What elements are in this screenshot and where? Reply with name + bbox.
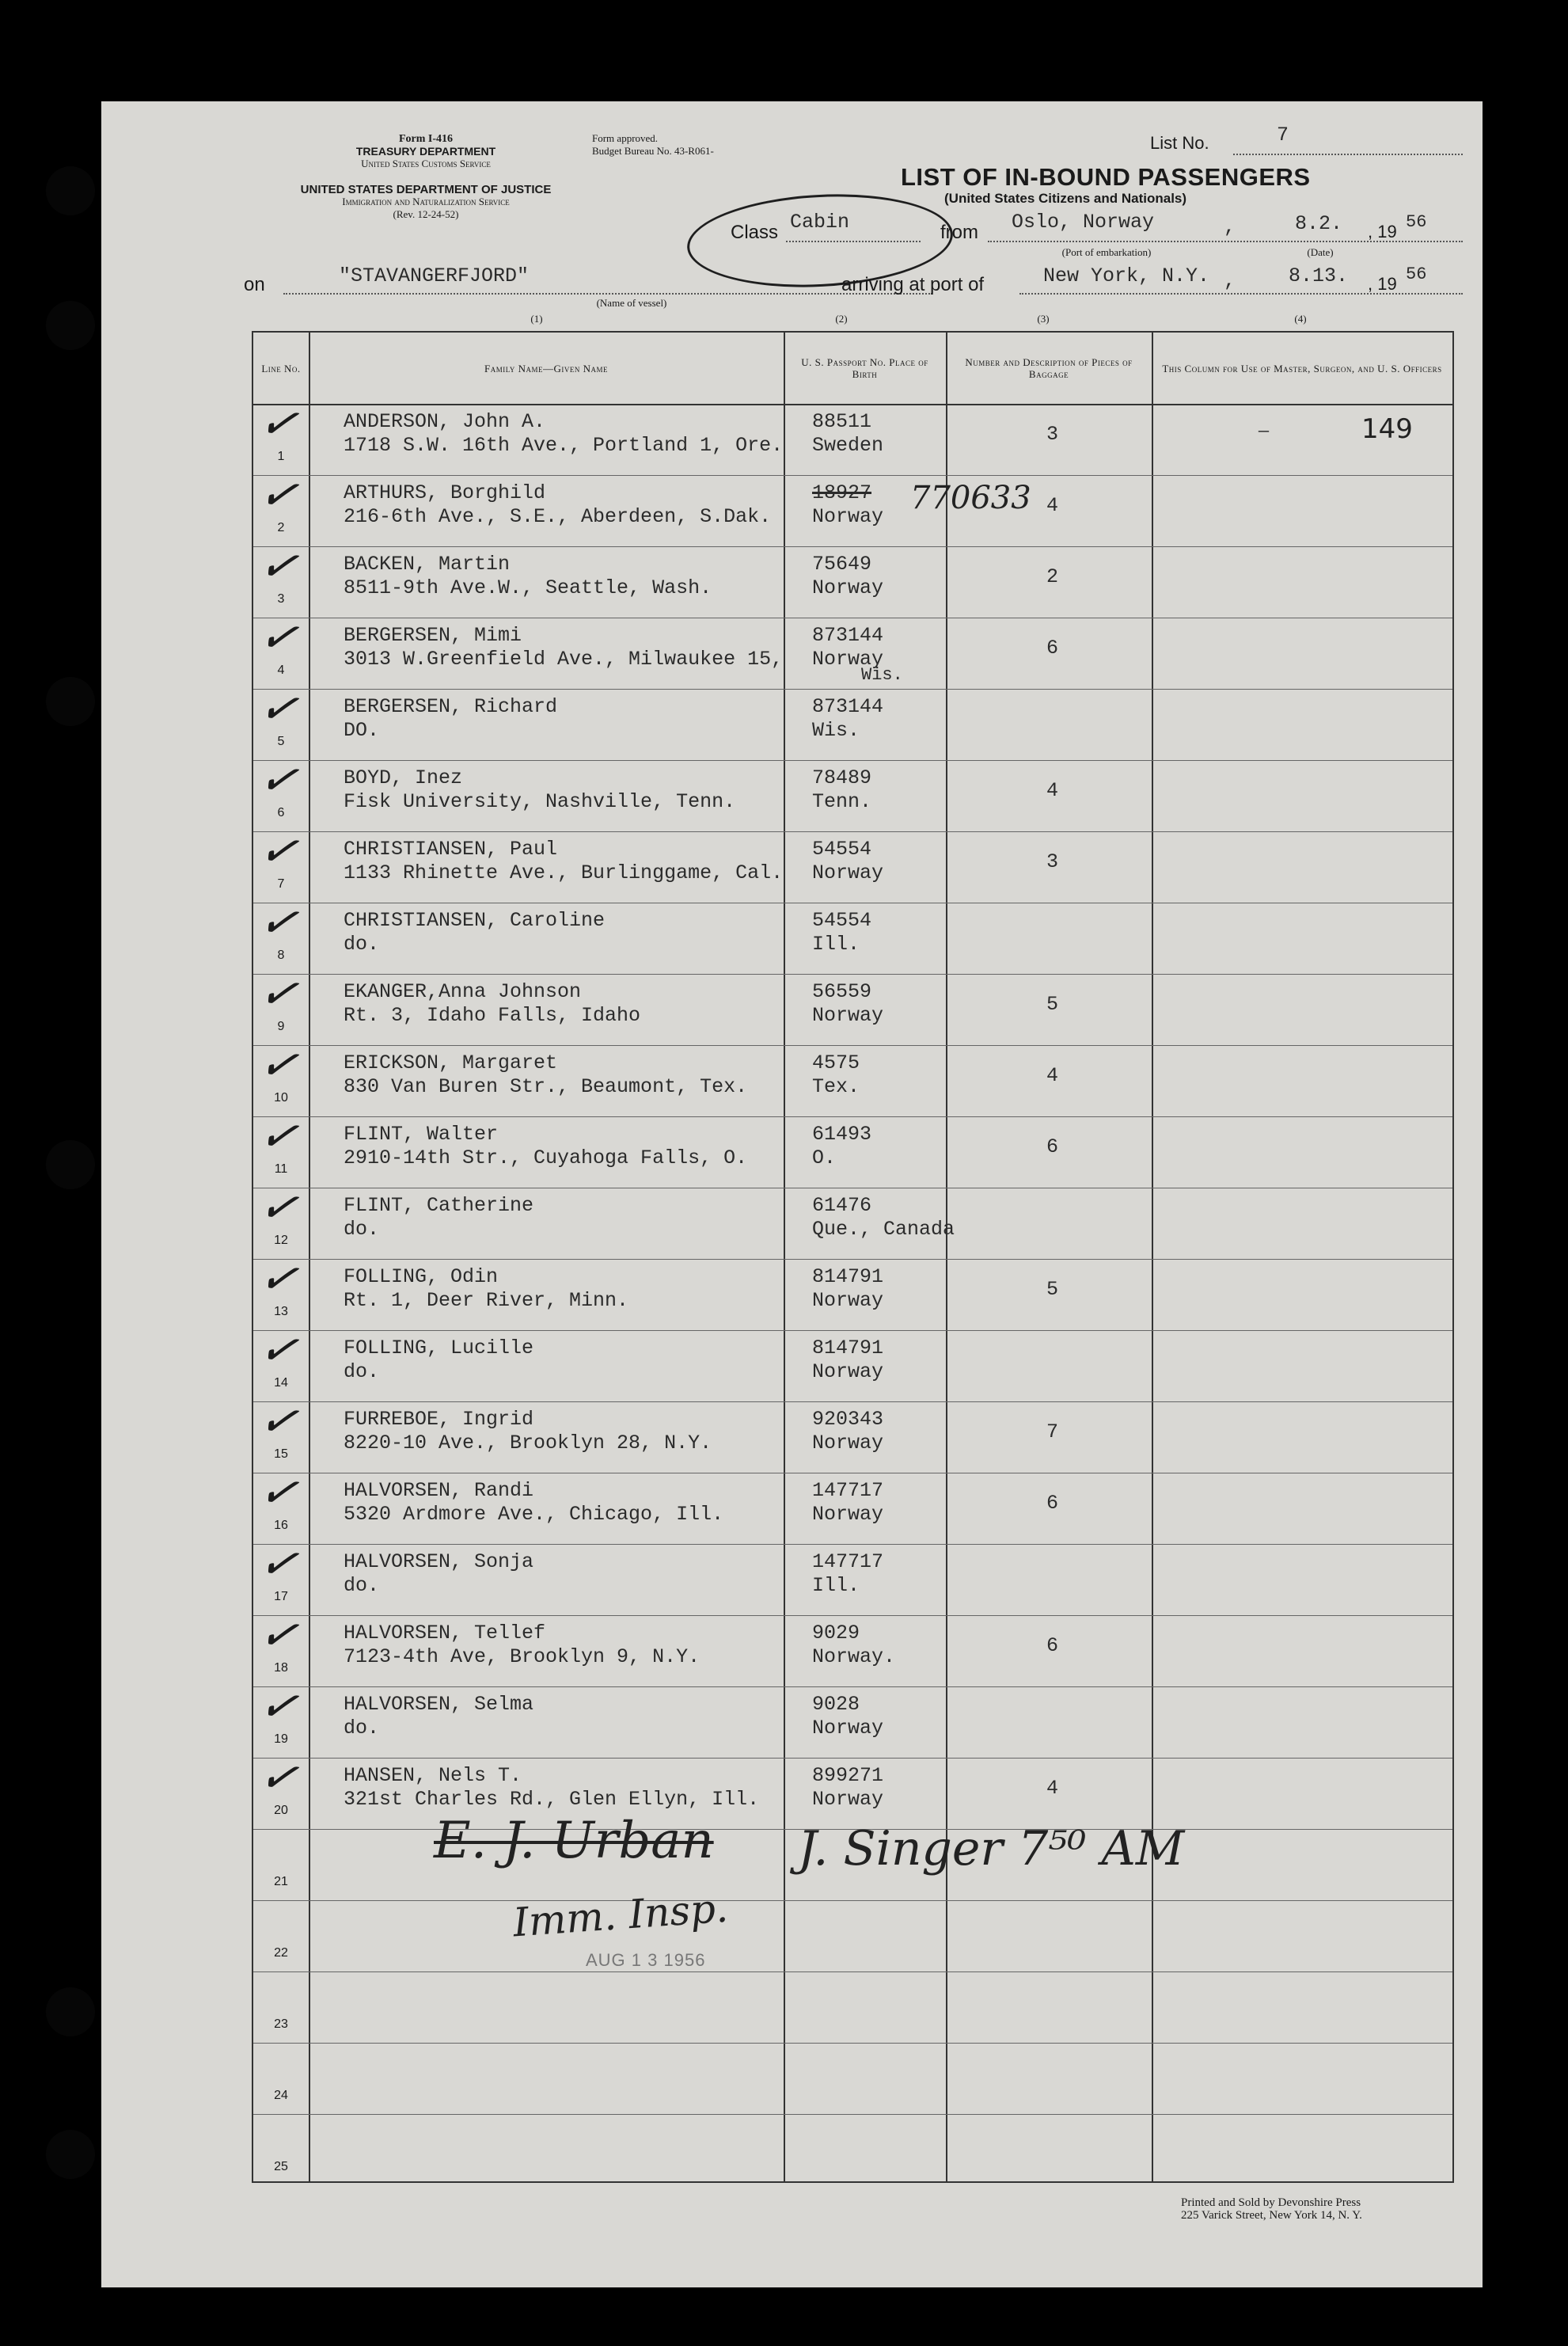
place-of-birth: Norway. [812, 1645, 896, 1668]
passport-number: 4575 [812, 1051, 860, 1074]
passenger-name: HALVORSEN, Sonja [344, 1550, 534, 1573]
printer-line-2: 225 Varick Street, New York 14, N. Y. [1181, 2209, 1362, 2222]
from-value: Oslo, Norway [1012, 211, 1155, 234]
baggage-count: 4 [1046, 1777, 1059, 1800]
check-mark-icon: ✓ [255, 1604, 303, 1664]
passport-number: 147717 [812, 1479, 884, 1502]
passenger-address: 1718 S.W. 16th Ave., Portland 1, Ore. [344, 434, 784, 457]
place-of-birth: Tex. [812, 1075, 860, 1098]
passport-number: 814791 [812, 1265, 884, 1288]
justice-dept: UNITED STATES DEPARTMENT OF JUSTICE [300, 183, 552, 196]
passenger-name: ERICKSON, Margaret [344, 1051, 558, 1074]
place-of-birth: Norway [812, 1289, 884, 1312]
check-mark-icon: ✓ [255, 963, 303, 1023]
line-number: 6 [277, 806, 285, 819]
line-number: 18 [274, 1661, 288, 1675]
row-divider [253, 2043, 1452, 2044]
passenger-name: FURREBOE, Ingrid [344, 1408, 534, 1431]
line-number: 22 [274, 1946, 288, 1960]
passenger-address: 2910-14th Str., Cuyahoga Falls, O. [344, 1146, 748, 1169]
place-of-birth: Norway [812, 1004, 884, 1027]
passenger-name: ANDERSON, John A. [344, 410, 546, 433]
date-stamp: AUG 1 3 1956 [586, 1950, 706, 1970]
place-of-birth: Norway [812, 1717, 884, 1740]
list-no-label: List No. [1150, 133, 1209, 153]
line-number: 14 [274, 1376, 288, 1390]
class-label: Class [731, 222, 779, 243]
passenger-name: HALVORSEN, Selma [344, 1693, 534, 1716]
passport-number: 9029 [812, 1622, 860, 1644]
passenger-address: do. [344, 1574, 380, 1597]
place-of-birth: Norway [812, 505, 884, 528]
passenger-address: do. [344, 1360, 380, 1383]
line-number: 9 [277, 1020, 285, 1033]
passport-number: 920343 [812, 1408, 884, 1431]
row-divider [253, 760, 1452, 761]
passport-number: 54554 [812, 838, 872, 861]
punch-hole [46, 1140, 95, 1189]
row-divider [253, 1686, 1452, 1687]
row-divider [253, 1971, 1452, 1972]
place-of-birth: Sweden [812, 434, 884, 457]
manifest-sheet [101, 101, 1483, 2287]
passport-number: 873144 [812, 695, 884, 718]
arrival-port: New York, N.Y. [1043, 264, 1210, 287]
line-number: 15 [274, 1447, 288, 1461]
passenger-name: BERGERSEN, Mimi [344, 624, 522, 647]
baggage-count: 4 [1046, 779, 1059, 802]
check-mark-icon: ✓ [255, 892, 303, 952]
punch-hole [46, 166, 95, 215]
row-divider [253, 689, 1452, 690]
handwritten-passport: 770633 [910, 480, 1031, 516]
vessel-caption: (Name of vessel) [596, 297, 667, 309]
passenger-address-cont: Wis. [861, 665, 903, 685]
passport-number: 75649 [812, 553, 872, 576]
line-number: 24 [274, 2089, 288, 2102]
col-num-2: (2) [835, 313, 848, 325]
check-mark-icon: ✓ [255, 1675, 303, 1736]
col-divider [946, 333, 947, 2181]
place-of-birth: Norway [812, 648, 884, 671]
punch-hole [46, 1987, 95, 2036]
check-mark-icon: ✓ [255, 1747, 303, 1807]
punch-hole [46, 2130, 95, 2179]
baggage-count: 3 [1046, 850, 1059, 873]
check-mark-icon: ✓ [255, 1319, 303, 1379]
revision: (Rev. 12-24-52) [393, 208, 459, 220]
vessel-line [283, 293, 932, 295]
passenger-address: do. [344, 1717, 380, 1740]
class-line [786, 241, 921, 242]
row-divider [253, 1900, 1452, 1901]
punch-hole [46, 677, 95, 726]
arriving-label: arriving at port of [841, 274, 985, 295]
check-mark-icon: ✓ [255, 1390, 303, 1451]
passport-number: 9028 [812, 1693, 860, 1716]
passenger-table [252, 331, 1454, 2183]
passport-number: 88511 [812, 410, 872, 433]
row-divider [253, 2114, 1452, 2115]
line-number: 5 [277, 735, 285, 748]
year1-prefix: , 19 [1368, 222, 1397, 241]
passenger-address: do. [344, 1218, 380, 1241]
place-of-birth: Ill. [812, 1574, 860, 1597]
passenger-name: BACKEN, Martin [344, 553, 511, 576]
passport-number: 54554 [812, 909, 872, 932]
officer-dash: 149 [1361, 413, 1413, 445]
baggage-count: 6 [1046, 1135, 1059, 1158]
line-number: 12 [274, 1234, 288, 1247]
form-number: Form I-416 [398, 133, 454, 145]
baggage-count: 4 [1046, 494, 1059, 517]
passenger-address: do. [344, 933, 380, 956]
passport-number: 18927 [812, 481, 872, 504]
row-divider [253, 475, 1452, 476]
passport-number: 61476 [812, 1194, 872, 1217]
passenger-name: HALVORSEN, Randi [344, 1479, 534, 1502]
check-mark-icon: ✓ [255, 678, 303, 738]
col-num-3: (3) [1037, 313, 1050, 325]
ins-service: Immigration and Naturalization Service [342, 196, 510, 207]
place-of-birth: Norway [812, 1503, 884, 1526]
date2-value: 8.13. [1289, 264, 1349, 287]
passenger-name: CHRISTIANSEN, Caroline [344, 909, 606, 932]
inspector-signature: E. J. Urban [434, 1812, 714, 1870]
passenger-address: Rt. 1, Deer River, Minn. [344, 1289, 629, 1312]
year1-value: 56 [1406, 212, 1427, 232]
header-officers: This Column for Use of Master, Surgeon, and U. S. Officers [1162, 362, 1442, 375]
passenger-name: HANSEN, Nels T. [344, 1764, 522, 1787]
place-of-birth: O. [812, 1146, 837, 1169]
check-mark-icon: ✓ [255, 393, 303, 453]
passenger-address: 7123-4th Ave, Brooklyn 9, N.Y. [344, 1645, 700, 1668]
check-mark-icon: ✓ [255, 1105, 303, 1165]
row-divider [253, 831, 1452, 832]
row-divider [253, 1615, 1452, 1616]
row-divider [253, 1116, 1452, 1117]
from-label: from [940, 222, 978, 243]
baggage-count: 6 [1046, 637, 1059, 660]
row-divider [253, 1330, 1452, 1331]
line-number: 7 [277, 877, 285, 891]
year2-value: 56 [1406, 264, 1427, 284]
budget-bureau: Budget Bureau No. 43-R061- [592, 145, 714, 157]
header-bottom-line [253, 404, 1452, 405]
inspector-title: Imm. Insp. [511, 1884, 730, 1946]
header-passport: U. S. Passport No. Place of Birth [801, 356, 928, 380]
baggage-count: 7 [1046, 1420, 1059, 1443]
line-number: 3 [277, 592, 285, 606]
col-num-4: (4) [1294, 313, 1307, 325]
row-divider [253, 1758, 1452, 1759]
header-name: Family Name—Given Name [484, 362, 608, 375]
baggage-count: 6 [1046, 1492, 1059, 1515]
form-approved: Form approved. [592, 132, 659, 144]
page-title: LIST OF IN-BOUND PASSENGERS [901, 163, 1311, 191]
punch-hole [46, 301, 95, 350]
passenger-address: 8511-9th Ave.W., Seattle, Wash. [344, 576, 712, 599]
line-number: 20 [274, 1804, 288, 1817]
passenger-address: DO. [344, 719, 380, 742]
line-number: 1 [277, 450, 285, 463]
place-of-birth: Tenn. [812, 790, 872, 813]
check-mark-icon: ✓ [255, 1533, 303, 1593]
baggage-count: 3 [1046, 423, 1059, 446]
baggage-count: 5 [1046, 993, 1059, 1016]
place-of-birth: Wis. [812, 719, 860, 742]
header-line-no: Line No. [261, 362, 301, 375]
date1-value: 8.2. [1295, 212, 1343, 235]
list-no-line [1233, 154, 1463, 155]
passport-number: 56559 [812, 980, 872, 1003]
check-mark-icon: ✓ [255, 1248, 303, 1308]
check-mark-icon: ✓ [255, 535, 303, 595]
officer-dash-mark: – [1259, 418, 1269, 441]
col-divider [309, 333, 310, 2181]
passenger-name: HALVORSEN, Tellef [344, 1622, 546, 1644]
check-mark-icon: ✓ [255, 749, 303, 809]
col-divider [784, 333, 785, 2181]
row-divider [253, 1259, 1452, 1260]
from-comma: , [1224, 215, 1236, 238]
passenger-name: FOLLING, Lucille [344, 1336, 534, 1359]
passenger-address: 3013 W.Greenfield Ave., Milwaukee 15, [344, 648, 784, 671]
passport-number: 78489 [812, 766, 872, 789]
passenger-address: 1133 Rhinette Ave., Burlinggame, Cal. [344, 861, 784, 884]
passenger-address: Fisk University, Nashville, Tenn. [344, 790, 736, 813]
line-number: 17 [274, 1590, 288, 1603]
passport-number: 61493 [812, 1123, 872, 1146]
place-of-birth: Ill. [812, 933, 860, 956]
passport-number: 899271 [812, 1764, 884, 1787]
col-divider [1152, 333, 1153, 2181]
line-number: 8 [277, 949, 285, 962]
class-value: Cabin [790, 211, 850, 234]
row-divider [253, 1401, 1452, 1402]
page-subtitle: (United States Citizens and Nationals) [944, 191, 1187, 206]
passenger-name: BERGERSEN, Richard [344, 695, 558, 718]
check-mark-icon: ✓ [255, 1034, 303, 1094]
passenger-address: 5320 Ardmore Ave., Chicago, Ill. [344, 1503, 724, 1526]
passport-number: 873144 [812, 624, 884, 647]
place-of-birth: Norway [812, 1432, 884, 1454]
check-mark-icon: ✓ [255, 1462, 303, 1522]
place-of-birth: Norway [812, 861, 884, 884]
treasury-dept: TREASURY DEPARTMENT [355, 145, 496, 158]
customs-service: United States Customs Service [361, 158, 491, 169]
place-of-birth: Norway [812, 576, 884, 599]
place-of-birth: Que., Canada [812, 1218, 955, 1241]
line-number: 11 [274, 1162, 288, 1176]
check-mark-icon: ✓ [255, 464, 303, 524]
row-divider [253, 1544, 1452, 1545]
passenger-name: CHRISTIANSEN, Paul [344, 838, 558, 861]
printer-line-1: Printed and Sold by Devonshire Press [1181, 2196, 1361, 2209]
arrival-comma: , [1224, 269, 1236, 292]
vessel-name: "STAVANGERFJORD" [339, 264, 530, 287]
row-divider [253, 546, 1452, 547]
line-number: 13 [274, 1305, 288, 1318]
passenger-address: Rt. 3, Idaho Falls, Idaho [344, 1004, 641, 1027]
line-number: 10 [274, 1091, 288, 1105]
baggage-count: 4 [1046, 1064, 1059, 1087]
time-note: J. Singer 7⁵⁰ AM [798, 1821, 1185, 1876]
year2-prefix: , 19 [1368, 274, 1397, 294]
passport-number: 147717 [812, 1550, 884, 1573]
passenger-address: 8220-10 Ave., Brooklyn 28, N.Y. [344, 1432, 712, 1454]
passenger-name: BOYD, Inez [344, 766, 463, 789]
baggage-count: 2 [1046, 565, 1059, 588]
date-caption: (Date) [1307, 246, 1334, 258]
check-mark-icon: ✓ [255, 606, 303, 667]
place-of-birth: Norway [812, 1788, 884, 1811]
line-number: 21 [274, 1875, 288, 1888]
passenger-name: FLINT, Walter [344, 1123, 499, 1146]
header-baggage: Number and Description of Pieces of Baggage [965, 356, 1133, 380]
on-label: on [244, 274, 265, 295]
baggage-count: 5 [1046, 1278, 1059, 1301]
col-num-1: (1) [530, 313, 543, 325]
row-divider [253, 974, 1452, 975]
passenger-address: 321st Charles Rd., Glen Ellyn, Ill. [344, 1788, 760, 1811]
place-of-birth: Norway [812, 1360, 884, 1383]
passenger-name: EKANGER,Anna Johnson [344, 980, 582, 1003]
passenger-address: 216-6th Ave., S.E., Aberdeen, S.Dak. [344, 505, 772, 528]
line-number: 16 [274, 1519, 288, 1532]
embark-caption: (Port of embarkation) [1061, 246, 1152, 258]
passenger-name: ARTHURS, Borghild [344, 481, 546, 504]
passport-number: 814791 [812, 1336, 884, 1359]
list-no-value: 7 [1277, 124, 1289, 146]
line-number: 2 [277, 521, 285, 534]
passenger-address: 830 Van Buren Str., Beaumont, Tex. [344, 1075, 748, 1098]
check-mark-icon: ✓ [255, 1177, 303, 1237]
line-number: 23 [274, 2017, 288, 2031]
line-number: 19 [274, 1732, 288, 1746]
baggage-count: 6 [1046, 1634, 1059, 1657]
line-number: 4 [277, 663, 285, 677]
passenger-name: FLINT, Catherine [344, 1194, 534, 1217]
line-number: 25 [274, 2160, 288, 2173]
check-mark-icon: ✓ [255, 820, 303, 880]
row-divider [253, 1045, 1452, 1046]
passenger-name: FOLLING, Odin [344, 1265, 499, 1288]
